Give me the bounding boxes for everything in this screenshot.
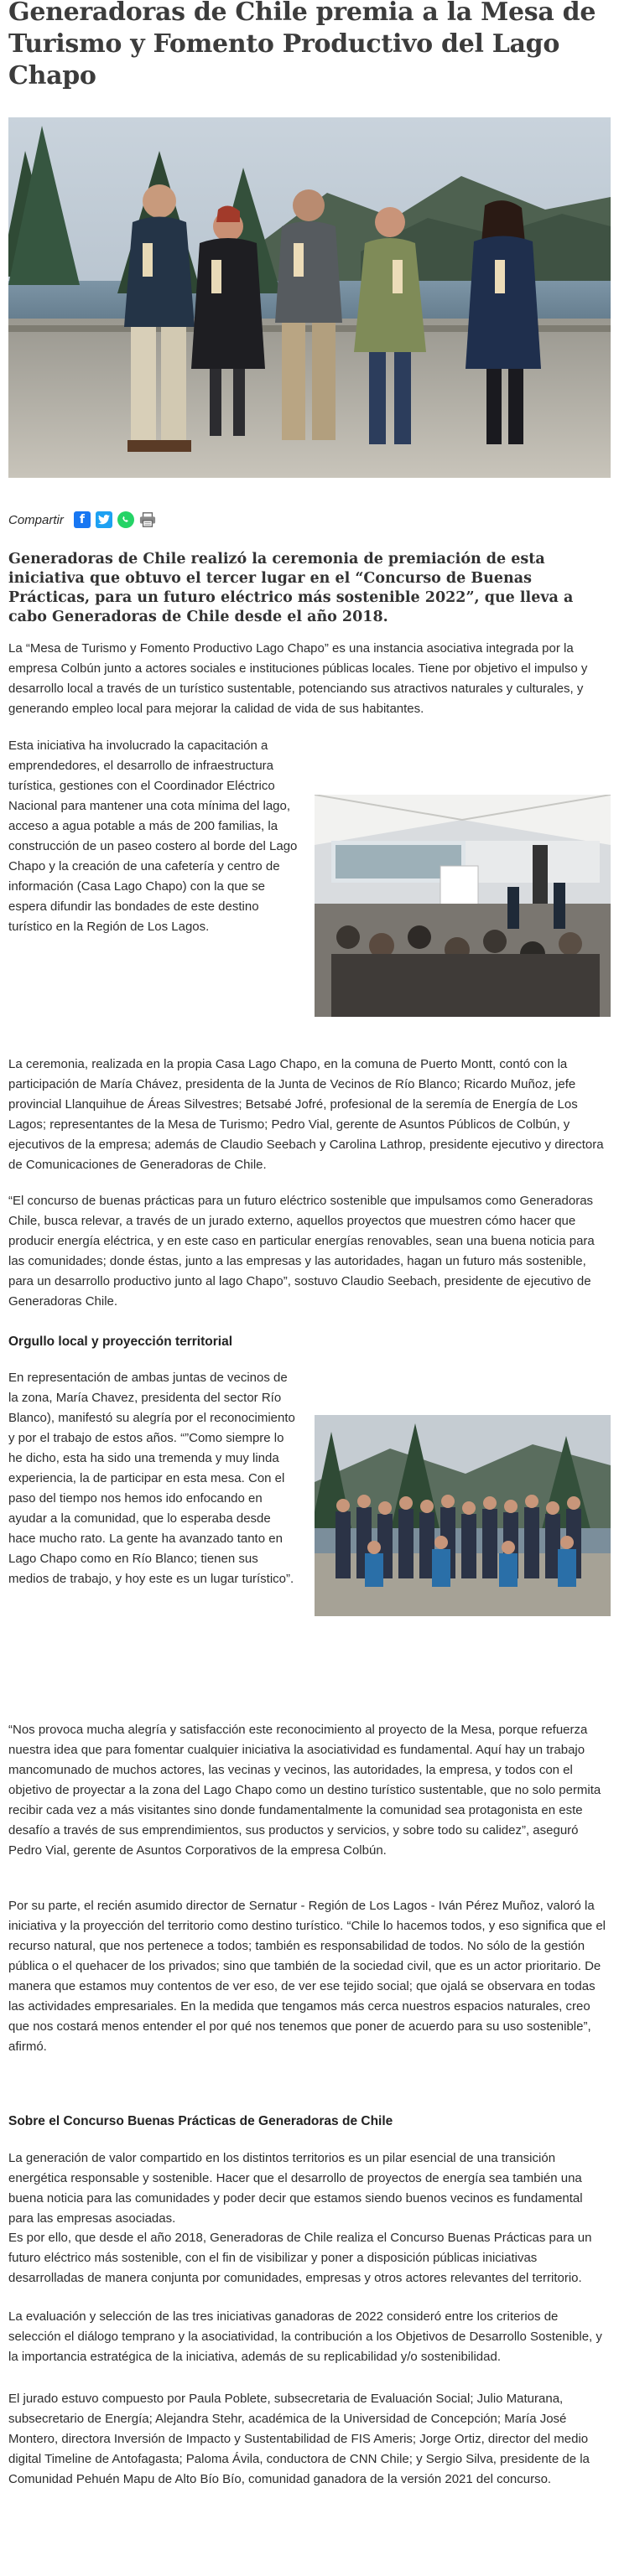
share-bar [8, 507, 156, 532]
print-icon[interactable] [139, 511, 156, 528]
facebook-icon[interactable]: f [74, 511, 91, 528]
paragraph-6: “Nos provoca mucha alegría y satisfacción este reconocimiento al proyecto de la Mesa, porque refuerza nuestra idea que para fomentar cualquier iniciativa la asociatividad es fundamental. Aquí hay un trabajo mancomunado de muchos actores, las vecinas y vecinos, las autoridades, la empresa, y todos con el objetivo de proyectar a la zona del Lago Chapo como un destino turístico sustentable, que no solo permita recibir cada vez a más visitantes sino donde fundamentalmente la comunidad sea protagonista en este desafío a través de sus emprendimientos, sus productos y servicios, y sobre todo su calidez”, aseguró Pedro Vial, gerente de Asuntos Corporativos de la empresa Colbún. [8, 1723, 601, 1858]
twitter-icon[interactable] [96, 511, 112, 528]
paragraph-7: Por su parte, el recién asumido director de Sernatur - Región de Los Lagos - Iván Pérez Muñoz, valoró la iniciativa y la proyección del territorio como destino turístico. “Chile lo hacemos todos, y eso significa que el recurso natural, que nos pertenece a todos; también es responsabilidad de todos. No sólo de la gestión pública o el quehacer de los privados; sino que también de la sociedad civil, que es un actor prioritario. De manera que estamos muy contentos de ver eso, de ver ese tejido social; que ojalá se observara en todas las actividades empresariales. En la medida que tengamos más cerca nuestros espacios naturales, creo que nos costará menos entender el por qué nos tenemos que poner de acuerdo para su uso sostenible”, afirmó. [8, 1899, 606, 2054]
paragraph-10: La evaluación y selección de las tres iniciativas ganadoras de 2022 consideró entre los criterios de selección el diálogo temprano y la asociatividad, la contribución a los Objetivos de Desarrollo Sostenible, y la importancia estratégica de la iniciativa, además de su replicabilidad y/o sostenibilidad. [8, 2309, 602, 2364]
whatsapp-icon[interactable] [117, 511, 134, 528]
paragraph-8: La generación de valor compartido en los distintos territorios es un pilar esencial de una transición energética responsable y sostenible. Hacer que el desarrollo de proyectos de energía sea también una buena noticia para las comunidades y poder decir que estamos siendo buenos vecinos es fundamental para las empresas asociadas. [8, 2151, 583, 2226]
subheading-orgullo-local: Orgullo local y proyección territorial [8, 1335, 233, 1349]
printer-glyph [139, 511, 156, 528]
ceremony-photo [315, 795, 611, 1017]
article [8, 0, 611, 2486]
page-title: Generadoras de Chile premia a la Mesa de Turismo y Fomento Productivo del Lago Chapo [8, 0, 596, 91]
share-label: Compartir [8, 512, 64, 527]
whatsapp-phone-glyph [121, 515, 131, 525]
ceremony-photo-illustration [315, 795, 611, 1017]
paragraph-3: La ceremonia, realizada en la propia Casa Lago Chapo, en la comuna de Puerto Montt, contó con la participación de María Chávez, presidenta de la Junta de Vecinos de Río Blanco; Ricardo Muñoz, jefe provincial Llanquihue de Áreas Silvestres; Betsabé Jofré, profesional de la seremía de Energía de Los Lagos; representantes de la Mesa de Turismo; Pedro Vial, gerente de Asuntos Públicos de Colbún, y ejecutivos de la empresa; además de Claudio Seebach y Carolina Lathrop, presidente ejecutivo y directora de Comunicaciones de Generadoras de Chile. [8, 1057, 604, 1172]
twitter-bird-glyph [98, 515, 110, 525]
paragraph-2: Esta iniciativa ha involucrado la capacitación a emprendedores, el desarrollo de infraestructura turística, gestiones con el Coordinador Eléctrico Nacional para mantener una cota mínima del lago, acceso a agua potable a más de 200 familias, la construcción de un paseo costero al borde del Lago Chapo y la creación de una cafetería y centro de información (Casa Lago Chapo) con la que se espera difundir las bondades de este destino turístico en la Región de Los Lagos. [8, 739, 298, 934]
hero-photo-illustration [8, 117, 611, 478]
article-lead: Generadoras de Chile realizó la ceremonia de premiación de esta iniciativa que obtuvo el tercer lugar en el “Concurso de Buenas Prácticas, para un futuro eléctrico más sostenible 2022”, que lleva a cabo Generadoras de Chile desde el año 2018. [8, 551, 574, 625]
paragraph-5: En representación de ambas juntas de vecinos de la zona, María Chavez, presidenta del sector Río Blanco), manifestó su alegría por el reconocimiento y por el trabajo de estos años. “”Como siempre lo he dicho, esta ha sido una tremenda y muy linda experiencia, la de participar en esta mesa. Con el paso del tiempo nos hemos ido enfocando en ayudar a la comunidad, que lo esperaba desde hace mucho rato. La gente ha avanzado tanto en Lago Chapo como en Río Blanco; tienen sus medios de trabajo, y hoy este es un lugar turístico”. [8, 1371, 295, 1586]
paragraph-11: El jurado estuvo compuesto por Paula Poblete, subsecretaria de Evaluación Social; Julio Maturana, subsecretario de Energía; Alejandra Stehr, académica de la Universidad de Concepción; María José Montero, directora Inversión de Impacto y Sustentabilidad de FIS Ameris; Jorge Ortiz, director del medio digital Timeline de Antofagasta; Paloma Ávila, conductora de CNN Chile; y Sergio Silva, presidente de la Comunidad Pehuén Mapu de Alto Bío Bío, comunidad ganadora de la versión 2021 del concurso. [8, 2392, 590, 2486]
paragraph-9: Es por ello, que desde el año 2018, Generadoras de Chile realiza el Concurso Buenas Prácticas para un futuro eléctrico más sostenible, con el fin de visibilizar y poner a disposición públicas iniciativas desarrolladas de manera conjunta por comunidades, empresas y otros actores relevantes del territorio. [8, 2231, 592, 2285]
hero-photo [8, 117, 611, 478]
group-photo [315, 1415, 611, 1616]
subheading-concurso: Sobre el Concurso Buenas Prácticas de Generadoras de Chile [8, 2114, 393, 2128]
group-photo-illustration [315, 1415, 611, 1616]
paragraph-4: “El concurso de buenas prácticas para un futuro eléctrico sostenible que impulsamos como Generadoras Chile, busca relevar, a través de un jurado externo, aquellos proyectos que muestren cómo hacer que producir energía eléctrica, y en este caso en particular energías renovables, sean una buena noticia para las comunidades; donde éstas, junto a las empresas y las autoridades, hagan un futuro más sostenible, para un desarrollo productivo junto al lago Chapo”, sostuvo Claudio Seebach, presidente de ejecutivo de Generadoras Chile. [8, 1194, 595, 1309]
paragraph-1: La “Mesa de Turismo y Fomento Productivo Lago Chapo” es una instancia asociativa integrada por la empresa Colbún junto a actores sociales e instituciones públicas locales. Tiene por objetivo el impulso y desarrollo local a través de un turístico sustentable, potenciando sus atractivos naturales y culturales, y generando empleo local para mejorar la calidad de vida de sus habitantes. [8, 641, 588, 716]
